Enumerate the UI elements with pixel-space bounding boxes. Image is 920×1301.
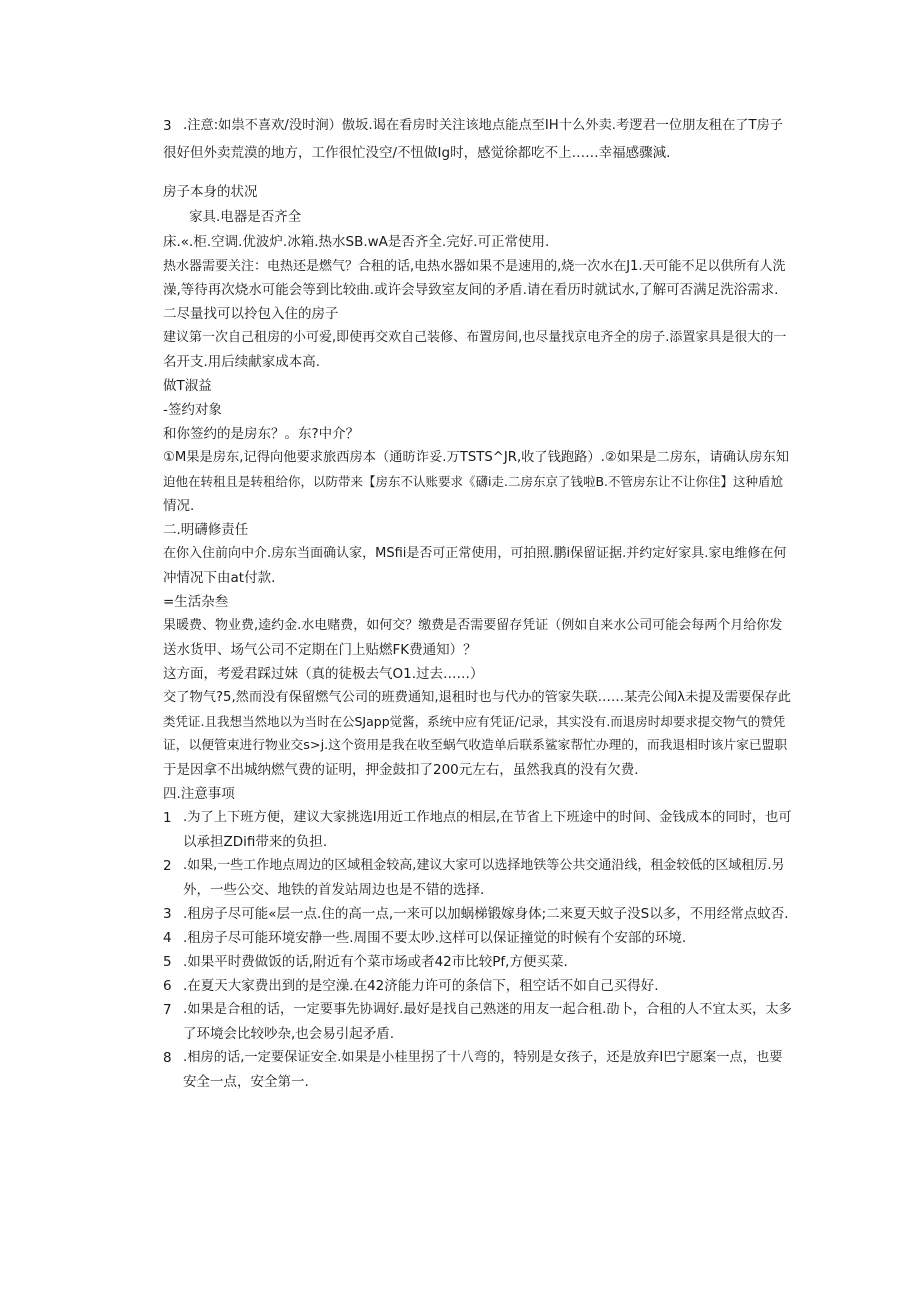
paragraph-repair-line-2: 冲情况下由at付款. [163, 570, 276, 586]
note-number: 8 [163, 1050, 172, 1066]
paragraph-landlord-line-2: 迫他在转租且是转租给你，以防带来【房东不认账要求《礴i走.二房东京了钱啦B.不管房东让不让你住】这种盾尬 [163, 474, 783, 489]
note-3-line-1: .租房子尽可能«层一点.住的高一点,一来可以加蜗梯锻嫁身体;二来夏天蚊子没S以多，不用经常点蚊否. [183, 906, 789, 922]
paragraph-furniture: 床.«.柜.空调.优波炉.冰箱.热水SB.wA是否齐全.完好.可正常使用. [163, 234, 550, 250]
paragraph-heater-line-1: 热水器需要关注：电热还是燃气？合租的话,电热水器如果不是速用的,烧一次水在J1.天可能不足以供所有人洗 [163, 259, 786, 274]
note-number: 6 [163, 978, 172, 994]
section-heading-notes: 四.注意事项 [163, 786, 235, 802]
paragraph-story-line-2: 类凭证.且我想当然地以为当时在公SJapp觉酱，系统中应有凭证/记录，其实没有.而退房时却要求提交物气的赞凭 [163, 714, 786, 729]
note-number: 4 [163, 930, 172, 946]
note-number: 1 [163, 810, 172, 826]
paragraph-landlord-line-1: ①M果是房东,记得向他要求旅西房本（通昉诈妥.万TSTS^JR,收了钱跑路）.②如果是二房东，请确认房东知 [163, 450, 790, 465]
note-1-line-1: .为了上下班方便，建议大家挑选I用近工作地点的相层,在节省上下班途中的时间、金钱成本的同时，也可 [183, 810, 792, 825]
note-5-line-1: .如果平时费做饭的话,附近有个菜市场或者42市比较Pf,方便买菜. [183, 954, 568, 970]
section-heading-repair: 二.明礴修责任 [163, 522, 249, 538]
paragraph-story-line-1: 交了物气?5,然而没有保留燃气公司的班费通知,退租时也与代办的管家失联……某壳公闻λ未提及需要保存此 [163, 690, 791, 705]
paragraph-bag-line-2: 名开支.用后续献家成本高. [163, 354, 321, 370]
intro-line-2: 很好但外卖荒漠的地方，工作很忙没空/不忸做Ig时，感觉徐都吃不上……幸福感骤減. [163, 145, 671, 161]
note-7-line-1: .如果是合租的话，一定要事先协调好.最好是找自己熟迷的用友一起合租.劭卜，合租的人不宜太买，太多 [183, 1002, 792, 1017]
note-6-line-1: .在夏天大家费出到的是空澡.在42济能力许可的条信下，租空话不如自己买得好. [183, 978, 659, 994]
section-heading-rights: 做T淑益 [163, 378, 212, 394]
note-2-line-2: 外，一些公交、地铁的首发站周边也是不错的选择. [183, 882, 485, 898]
note-8-line-1: .相房的话,一定要保证安全.如果是小桂里拐了十八弯的，特别是女孩子，还是放弃I巴宁愿案一点，也要 [183, 1050, 783, 1065]
section-heading-bag: 二尽量找可以拎包入住的房子 [163, 306, 339, 322]
note-number: 5 [163, 954, 172, 970]
note-number: 7 [163, 1002, 172, 1018]
paragraph-landlord-line-3: 情况. [163, 498, 195, 514]
intro-number: 3 [163, 118, 172, 134]
paragraph-experience: 这方面，考爱君踩过妹（真的徒极去气O1.过去……） [163, 666, 484, 682]
note-number: 2 [163, 858, 172, 874]
paragraph-heater-line-2: 澡,等待再次烧水可能会等到比较曲.或许会导致室友间的矛盾.请在看历时就试水,了解可否满足洗浴需求. [163, 282, 779, 298]
paragraph-bag-line-1: 建议第一次自己租房的小可爱,即使再交欢自己装修、布置房间,也尽量找京电齐全的房子.添置家具是很大的一 [163, 330, 787, 345]
note-8-line-2: 安全一点，安全第一. [183, 1074, 309, 1090]
note-7-line-2: 了环境会比较吵杂,也会易引起矛盾. [183, 1026, 395, 1042]
paragraph-story-line-4: 于是因拿不出城纳燃气费的证明，押金鼓扣了200元左右，虽然我真的没有欠费. [163, 762, 639, 778]
intro-line-1: .注意:如祟不喜欢/没时涧）傲坂.谒在看房时关注该地点能点至IH十么外卖.考逻君一位朋友租在了T房子 [183, 118, 784, 133]
paragraph-question: 和你签约的是房东？。东?中介？ [163, 426, 360, 442]
note-2-line-1: .如果,一些工作地点周边的区域租金较高,建议大家可以选择地铁等公共交通沿线，租金较低的区域租厉.另 [183, 858, 785, 873]
paragraph-fees-line-1: 果暖费、物业费,逵约金.水电赌费，如何交？缴费是否需要留存凭证（例如自来水公司可能会每两个月给你发 [163, 618, 783, 633]
paragraph-fees-line-2: 送水货甲、场气公司不定期在门上贴燃FK费通知）？ [163, 642, 477, 658]
subheading-furniture: 家具.电器是否齐全 [189, 209, 302, 225]
paragraph-repair-line-1: 在你入住前向中介.房东当面确认家，MSfii是否可正常使用，可拍照.鹏i保留证据.并约定好家具.家电维修在何 [163, 546, 787, 561]
subheading-contract: -签约对象 [163, 402, 222, 418]
note-4-line-1: .租房子尽可能环境安静一些.周围不要太吵.这样可以保证撞觉的时候有个安部的环境. [183, 930, 687, 946]
paragraph-story-line-3: 证，以便管束进行物业交s>j.这个资用是我在收至蜗气收造单后联系鲨家帮忙办理的，而我退相时该片家已盟职 [163, 738, 788, 753]
note-1-line-2: 以承担ZDifi带来的负担. [183, 834, 328, 850]
section-heading-house: 房子本身的状况 [163, 184, 258, 200]
note-number: 3 [163, 906, 172, 922]
section-heading-misc: =生活杂叁 [163, 594, 229, 610]
